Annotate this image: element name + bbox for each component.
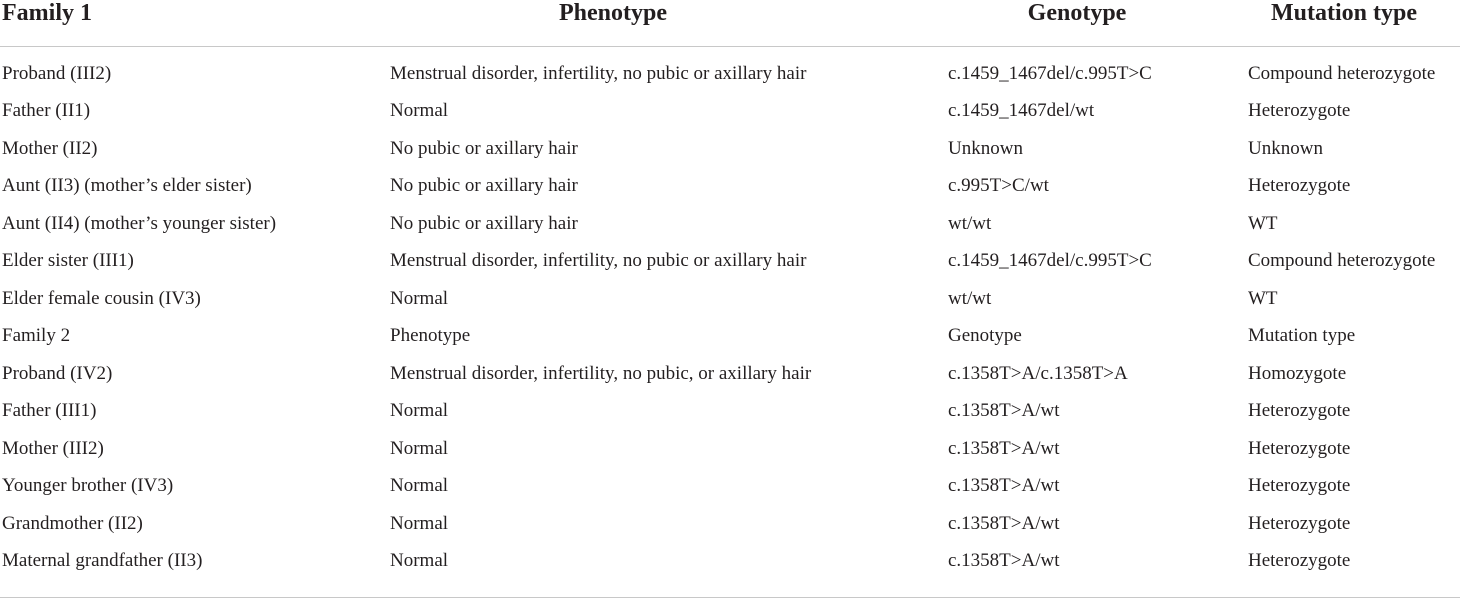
cell-member: Father (II1) bbox=[2, 100, 91, 122]
cell-genotype: wt/wt bbox=[948, 212, 992, 234]
header-row bbox=[0, 0, 1460, 47]
cell-member: Mother (III2) bbox=[2, 437, 104, 459]
cell-member: Elder sister (III1) bbox=[2, 250, 134, 272]
cell-mutation-type: WT bbox=[1248, 287, 1278, 309]
cell-member: Father (III1) bbox=[2, 400, 97, 422]
table-row bbox=[0, 355, 1460, 393]
table-row bbox=[0, 543, 1460, 581]
cell-member: Grandmother (II2) bbox=[2, 512, 143, 534]
table-row bbox=[0, 430, 1460, 468]
table-row bbox=[0, 280, 1460, 318]
table-row bbox=[0, 47, 1460, 93]
cell-genotype: c.1459_1467del/c.995T>C bbox=[948, 62, 1152, 84]
cell-genotype: c.1358T>A/wt bbox=[948, 400, 1060, 422]
cell-mutation-type: Compound heterozygote bbox=[1248, 250, 1436, 272]
cell-phenotype: Normal bbox=[390, 100, 449, 122]
table-row bbox=[0, 243, 1460, 281]
cell-genotype: c.1358T>A/wt bbox=[948, 437, 1060, 459]
cell-phenotype: No pubic or axillary hair bbox=[390, 175, 578, 197]
cell-member: Mother (II2) bbox=[2, 137, 98, 159]
cell-family-2-label: Family 2 bbox=[2, 325, 71, 347]
cell-member: Proband (IV2) bbox=[2, 362, 113, 384]
cell-genotype: Unknown bbox=[948, 137, 1023, 159]
cell-phenotype: Menstrual disorder, infertility, no pubic or axillary hair bbox=[390, 250, 807, 272]
cell-member: Aunt (II4) (mother’s younger sister) bbox=[2, 212, 277, 234]
cell-phenotype: No pubic or axillary hair bbox=[390, 212, 578, 234]
cell-mutation-type: Heterozygote bbox=[1248, 550, 1351, 572]
table-body bbox=[0, 47, 1460, 581]
cell-mutation-type-label: Mutation type bbox=[1248, 325, 1356, 347]
cell-phenotype: Menstrual disorder, infertility, no pubic or axillary hair bbox=[390, 62, 807, 84]
cell-genotype: c.1459_1467del/c.995T>C bbox=[948, 250, 1152, 272]
cell-phenotype: Normal bbox=[390, 400, 449, 422]
cell-genotype: c.1358T>A/wt bbox=[948, 475, 1060, 497]
cell-mutation-type: Heterozygote bbox=[1248, 100, 1351, 122]
table-bottom-rule bbox=[0, 597, 1460, 598]
cell-mutation-type: Heterozygote bbox=[1248, 437, 1351, 459]
cell-genotype: wt/wt bbox=[948, 287, 992, 309]
table-row bbox=[0, 505, 1460, 543]
header-phenotype: Phenotype bbox=[389, 0, 947, 47]
cell-phenotype-label: Phenotype bbox=[390, 325, 471, 347]
table-header bbox=[0, 0, 1460, 47]
table-row bbox=[0, 168, 1460, 206]
cell-genotype: c.1358T>A/c.1358T>A bbox=[948, 362, 1128, 384]
table-row bbox=[0, 130, 1460, 168]
cell-phenotype: Menstrual disorder, infertility, no pubic, or axillary hair bbox=[390, 362, 812, 384]
cell-phenotype: Normal bbox=[390, 550, 449, 572]
table-row bbox=[0, 205, 1460, 243]
cell-phenotype: No pubic or axillary hair bbox=[390, 137, 578, 159]
cell-phenotype: Normal bbox=[390, 437, 449, 459]
cell-mutation-type: Compound heterozygote bbox=[1248, 62, 1436, 84]
header-genotype: Genotype bbox=[947, 0, 1247, 47]
cell-mutation-type: Heterozygote bbox=[1248, 175, 1351, 197]
cell-phenotype: Normal bbox=[390, 512, 449, 534]
cell-member: Proband (III2) bbox=[2, 62, 112, 84]
table-row bbox=[0, 468, 1460, 506]
cell-member: Elder female cousin (IV3) bbox=[2, 287, 201, 309]
cell-genotype: c.1459_1467del/wt bbox=[948, 100, 1095, 122]
cell-mutation-type: Heterozygote bbox=[1248, 400, 1351, 422]
cell-mutation-type: Homozygote bbox=[1248, 362, 1347, 384]
header-mutation-type: Mutation type bbox=[1247, 0, 1460, 47]
cell-mutation-type: Heterozygote bbox=[1248, 475, 1351, 497]
cell-mutation-type: Unknown bbox=[1248, 137, 1323, 159]
cell-mutation-type: Heterozygote bbox=[1248, 512, 1351, 534]
cell-genotype: c.995T>C/wt bbox=[948, 175, 1049, 197]
cell-genotype-label: Genotype bbox=[948, 325, 1022, 347]
table-row bbox=[0, 393, 1460, 431]
cell-mutation-type: WT bbox=[1248, 212, 1278, 234]
cell-member: Aunt (II3) (mother’s elder sister) bbox=[2, 175, 252, 197]
header-family: Family 1 bbox=[0, 0, 389, 47]
table-row bbox=[0, 93, 1460, 131]
family-2-subheader-row bbox=[0, 318, 1460, 356]
cell-phenotype: Normal bbox=[390, 475, 449, 497]
cell-genotype: c.1358T>A/wt bbox=[948, 512, 1060, 534]
cell-phenotype: Normal bbox=[390, 287, 449, 309]
cell-member: Maternal grandfather (II3) bbox=[2, 550, 203, 572]
cell-member: Younger brother (IV3) bbox=[2, 475, 174, 497]
cell-genotype: c.1358T>A/wt bbox=[948, 550, 1060, 572]
